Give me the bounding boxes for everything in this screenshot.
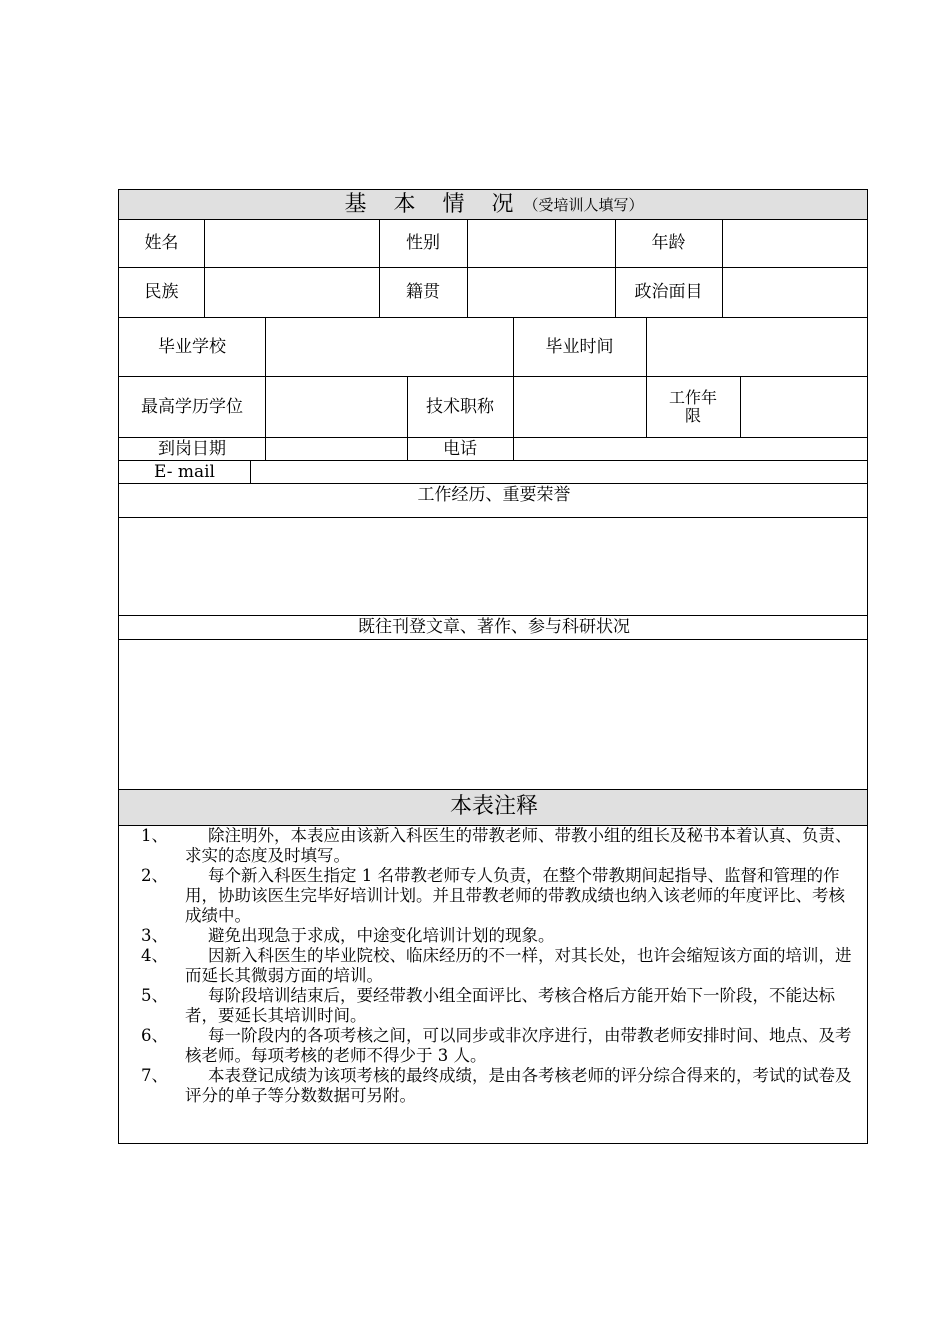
note-text: 因新入科医生的毕业院校、临床经历的不一样，对其长处，也许会缩短该方面的培训，进而延长其微弱方面的培训。 xyxy=(185,946,852,985)
section-title xyxy=(119,190,869,219)
phone-label: 电话 xyxy=(443,438,477,459)
note-text: 每个新入科医生指定 1 名带教老师专人负责，在整个带教期间起指导、监督和管理的作用，协助该医生完毕好培训计划。并且带教老师的带教成绩也纳入该老师的年度评比、考核成绩中。 xyxy=(185,866,845,925)
note-item xyxy=(141,986,857,1026)
publications-label: 既往刊登文章、著作、参与科研状况 xyxy=(358,617,630,637)
note-text: 每一阶段内的各项考核之间，可以同步或非次序进行，由带教老师安排时间、地点、及考核老师。每项考核的老师不得少于 3 人。 xyxy=(185,1026,852,1065)
note-item xyxy=(141,826,857,866)
name-label: 姓名 xyxy=(144,233,179,253)
graduation-time-label: 毕业时间 xyxy=(545,336,614,357)
political-status-field[interactable] xyxy=(722,267,869,317)
note-number: 5、 xyxy=(141,986,168,1005)
school-field[interactable] xyxy=(265,317,513,376)
age-field[interactable] xyxy=(722,219,869,267)
section-title-sub: （受培训人填写） xyxy=(523,195,644,214)
note-number: 4、 xyxy=(141,946,168,965)
ethnicity-field[interactable] xyxy=(204,267,379,317)
email-label: E- mail xyxy=(153,461,215,482)
degree-field[interactable] xyxy=(265,376,407,437)
native-place-label: 籍贯 xyxy=(406,282,440,302)
native-place-field[interactable] xyxy=(467,267,615,317)
age-label: 年龄 xyxy=(651,233,686,253)
note-text: 避免出现急于求成，中途变化培训计划的现象。 xyxy=(208,926,555,945)
note-item xyxy=(141,926,857,946)
publications-field[interactable] xyxy=(119,639,869,789)
notes-title-text: 本表注释 xyxy=(449,794,538,819)
work-years-field[interactable] xyxy=(740,376,869,437)
note-item xyxy=(141,1066,857,1106)
start-date-field[interactable] xyxy=(265,437,407,460)
note-number: 3、 xyxy=(141,926,168,945)
technical-title-label: 技术职称 xyxy=(426,396,494,417)
note-number: 1、 xyxy=(141,826,168,845)
work-history-label: 工作经历、重要荣誉 xyxy=(417,485,571,505)
work-history-field[interactable] xyxy=(119,517,869,615)
technical-title-field[interactable] xyxy=(513,376,646,437)
note-text: 每阶段培训结束后，要经带教小组全面评比、考核合格后方能开始下一阶段，不能达标者，要延长其培训时间。 xyxy=(185,986,835,1025)
note-number: 7、 xyxy=(141,1066,168,1085)
graduation-time-field[interactable] xyxy=(646,317,869,376)
note-text: 本表登记成绩为该项考核的最终成绩，是由各考核老师的评分综合得来的，考试的试卷及评分的单子等分数数据可另附。 xyxy=(185,1066,852,1105)
note-number: 6、 xyxy=(141,1026,168,1045)
start-date-label: 到岗日期 xyxy=(158,438,226,459)
school-label: 毕业学校 xyxy=(158,336,226,357)
name-field[interactable] xyxy=(204,219,379,267)
note-item xyxy=(141,1026,857,1066)
notes-title xyxy=(119,789,869,825)
note-item xyxy=(141,946,857,986)
note-item xyxy=(141,866,857,926)
section-title-main: 基 本 情 况 xyxy=(344,191,524,217)
gender-label: 性别 xyxy=(406,233,440,253)
degree-label: 最高学历学位 xyxy=(141,396,243,417)
phone-field[interactable] xyxy=(513,437,869,460)
political-status-label: 政治面目 xyxy=(634,282,703,302)
ethnicity-label: 民族 xyxy=(144,282,179,302)
note-text: 除注明外，本表应由该新入科医生的带教老师、带教小组的组长及秘书本着认真、负责、求实的态度及时填写。 xyxy=(185,826,852,865)
basic-info-form xyxy=(118,189,868,1144)
notes-list xyxy=(119,826,867,1106)
note-number: 2、 xyxy=(141,866,168,885)
gender-field[interactable] xyxy=(467,219,615,267)
work-years-label: 工作年限 xyxy=(668,387,717,425)
email-field[interactable] xyxy=(250,460,869,483)
